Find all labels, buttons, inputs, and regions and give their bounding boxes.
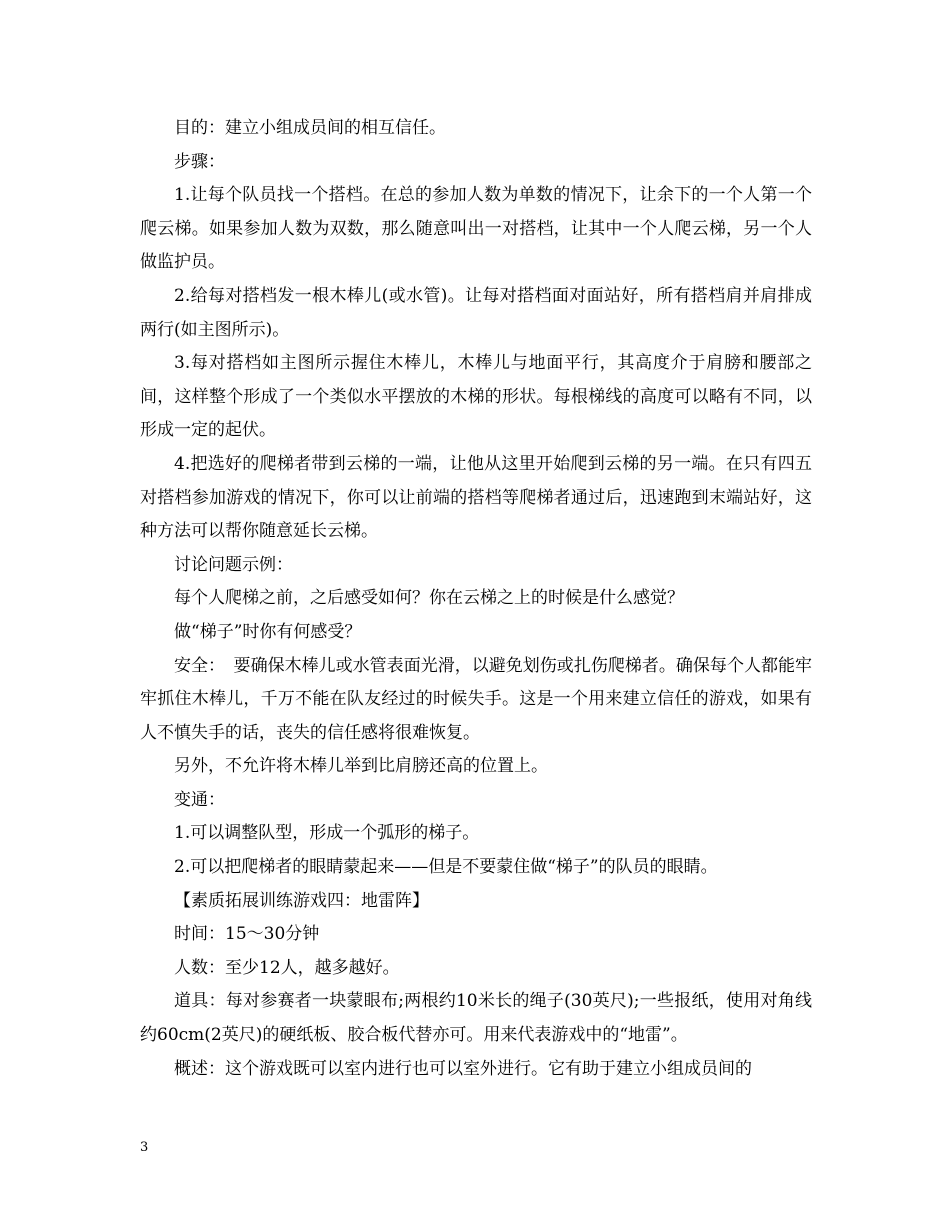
paragraph-discussion-q1: 每个人爬梯之前，之后感受如何？你在云梯之上的时候是什么感觉？ — [174, 588, 684, 609]
page-body — [140, 112, 812, 1086]
paragraph-steps-heading: 步骤： — [174, 151, 225, 172]
paragraph-step-3: 3.每对搭档如主图所示握住木棒儿，木棒儿与地面平行，其高度介于肩膀和腰部之间，这样整个形成了一个类似水平摆放的木梯的形状。每根梯线的高度可以略有不同，以形成一定的起伏。 — [140, 353, 812, 441]
paragraph-purpose: 目的：建立小组成员间的相互信任。 — [174, 118, 446, 138]
paragraph-step-4: 4.把选好的爬梯者带到云梯的一端，让他从这里开始爬到云梯的另一端。在只有四五对搭档参加游戏的情况下，你可以让前端的搭档等爬梯者通过后，迅速跑到末端站好，这种方法可以帮你随意延长云梯。 — [140, 453, 812, 542]
paragraph-variations-heading: 变通： — [174, 789, 225, 810]
section-title-game-four: 【素质拓展训练游戏四：地雷阵】 — [174, 890, 429, 911]
page-number: 3 — [140, 1140, 149, 1155]
paragraph-step-1: 1.让每个队员找一个搭档。在总的参加人数为单数的情况下，让余下的一个人第一个爬云梯。如果参加人数为双数，那么随意叫出一对搭档，让其中一个人爬云梯，另一个人做监护员。 — [140, 185, 812, 273]
paragraph-props: 道具：每对参赛者一块蒙眼布;两根约10米长的绳子(30英尺);一些报纸，使用对角线约60cm(2英尺)的硬纸板、胶合板代替亦可。用来代表游戏中的“地雷”。 — [140, 991, 812, 1046]
paragraph-variation-2: 2.可以把爬梯者的眼睛蒙起来——但是不要蒙住做“梯子”的队员的眼睛。 — [174, 857, 718, 878]
paragraph-safety-extra: 另外，不允许将木棒儿举到比肩膀还高的位置上。 — [174, 756, 548, 777]
paragraph-variation-1: 1.可以调整队型，形成一个弧形的梯子。 — [174, 823, 480, 844]
paragraph-step-2: 2.给每对搭档发一根木棒儿(或水管)。让每对搭档面对面站好，所有搭档肩并肩排成两行(如主图所示)。 — [140, 285, 812, 340]
paragraph-time: 时间：15～30分钟 — [174, 924, 320, 945]
paragraph-discussion-heading: 讨论问题示例： — [174, 554, 293, 575]
paragraph-safety: 安全： 要确保木棒儿或水管表面光滑，以避免划伤或扎伤爬梯者。确保每个人都能牢牢抓住木棒儿，千万不能在队友经过的时候失手。这是一个用来建立信任的游戏，如果有人不慎失手的话，丧失的信任感将很难恢复。 — [140, 655, 812, 743]
paragraph-discussion-q2: 做“梯子”时你有何感受？ — [174, 621, 362, 642]
paragraph-headcount: 人数：至少12人，越多越好。 — [174, 957, 400, 978]
paragraph-overview: 概述：这个游戏既可以室内进行也可以室外进行。它有助于建立小组成员间的 — [174, 1058, 752, 1079]
